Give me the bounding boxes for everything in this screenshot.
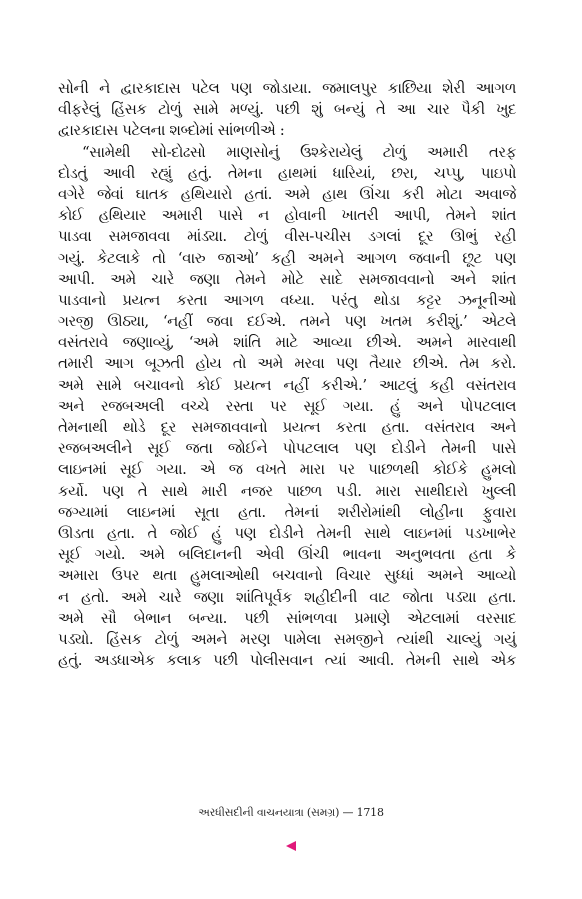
text-line: ન હતો. અમે ચારે જણા શાંતિપૂર્વક શહીદીની વાટ જોતા પડ્યા હતા. (58, 587, 516, 606)
text-line: સોની ને દ્વારકાદાસ પટેલ પણ જોડાયા. જમાલપુર કાછિયા શેરી આગળ (58, 79, 516, 97)
body-text (58, 78, 516, 671)
text-line: આપી. અમે ચારે જણા તેમને મોટે સાદે સમજાવવાનો અને શાંત (58, 269, 516, 288)
text-line: પડ્યો. હિંસક ટોળું અમને મરણ પામેલા સમજીને ત્યાંથી ચાલ્યું ગયું (58, 629, 516, 648)
text-line: અને રજબઅલી વચ્ચે રસ્તા પર સૂઈ ગયા. હું અને પોપટલાલ (58, 396, 516, 415)
text-line: રજબઅલીને સૂઈ જતા જોઈને પોપટલાલ પણ દોડીને તેમની પાસે (58, 439, 516, 458)
text-line: પાડવાનો પ્રયત્ન કરતા આગળ વધ્યા. પરંતુ થોડા કટ્ટર ઝનૂનીઓ (58, 290, 516, 309)
text-line: વસંતરાવે જણાવ્યું, ‘અમે શાંતિ માટે આવ્યા છીએ. અમને મારવાથી (58, 333, 516, 352)
text-line: વગેરે જેવાં ઘાતક હથિયારો હતાં. અમે હાથ ઊંચા કરી મોટા અવાજે (58, 184, 516, 203)
prev-page-triangle-icon (285, 840, 297, 852)
text-line: વીફરેલું હિંસક ટોળું સામે મળ્યું. પછી શું બન્યું તે આ ચાર પૈકી ખુદ (58, 100, 516, 119)
text-line: અમે સામે બચાવનો કોઈ પ્રયત્ન નહીં કરીએ.’ આટલું કહી વસંતરાવ (58, 375, 517, 394)
text-line: તમારી આગ બૂઝતી હોય તો અમે મરવા પણ તૈયાર છીએ. તેમ કરો. (58, 354, 516, 373)
text-line: કોઈ હથિયાર અમારી પાસે ન હોવાની ખાતરી આપી, તેમને શાંત (58, 206, 516, 225)
text-line: અમે સૌ બેભાન બન્યા. પછી સાંભળવા પ્રમાણે એટલામાં વરસાદ (58, 608, 516, 627)
text-line: હતું. અડધાએક કલાક પછી પોલીસવાન ત્યાં આવી. તેમની સાથે એક (58, 651, 516, 670)
text-line: અમારા ઉપર થતા હુમલાઓથી બચવાનો વિચાર સુધ્ધાં અમને આવ્યો (58, 566, 516, 585)
text-line: ઊડતા હતા. તે જોઈ હું પણ દોડીને તેમની સાથે લાઇનમાં પડખાભેર (58, 523, 516, 542)
page-footer: અરધીસદીની વાચનયાત્રા (સમગ્ર) — 1718 (198, 806, 384, 819)
text-line: દ્વારકાદાસ પટેલના શબ્દોમાં સાંભળીએ : (58, 121, 285, 140)
text-line: ગરજી ઊઠ્યા, ‘નહીં જવા દઈએ. તમને પણ ખતમ કરીશું.’ એટલે (58, 312, 516, 331)
text-line: કર્યો. પણ તે સાથે મારી નજર પાછળ પડી. મારા સાથીદારો ખુલ્લી (58, 481, 516, 500)
prev-page-button[interactable] (283, 838, 299, 854)
text-line: તેમનાથી થોડે દૂર સમજાવવાનો પ્રયત્ન કરતા હતા. વસંતરાવ અને (58, 418, 516, 436)
text-line: જગ્યામાં લાઇનમાં સૂતા હતા. તેમનાં શરીરોમાંથી લોહીના ફુવારા (58, 502, 516, 521)
text-line: સૂઈ ગયો. અમે બલિદાનની એવી ઊંચી ભાવના અનુભવતા હતા કે (58, 545, 516, 564)
text-line: દોડતું આવી રહ્યું હતું. તેમના હાથમાં ધારિયાં, છરા, ચપ્પુ, પાઇપો (58, 163, 516, 182)
text-line: ગયું. કેટલાકે તો ‘વારુ જાઓ’ કહી અમને આગળ જવાની છૂટ પણ (58, 248, 516, 267)
text-line: પાડવા સમજાવવા માંડ્યા. ટોળું વીસ-પચીસ ડગલાં દૂર ઊભું રહી (58, 227, 516, 246)
text-line: “સામેથી સો-દોઢસો માણસોનું ઉશ્કેરાયેલું ટોળું અમારી તરફ (82, 142, 516, 161)
text-line: લાઇનમાં સૂઈ ગયા. એ જ વખતે મારા પર પાછળથી કોઈકે હુમલો (58, 460, 516, 479)
